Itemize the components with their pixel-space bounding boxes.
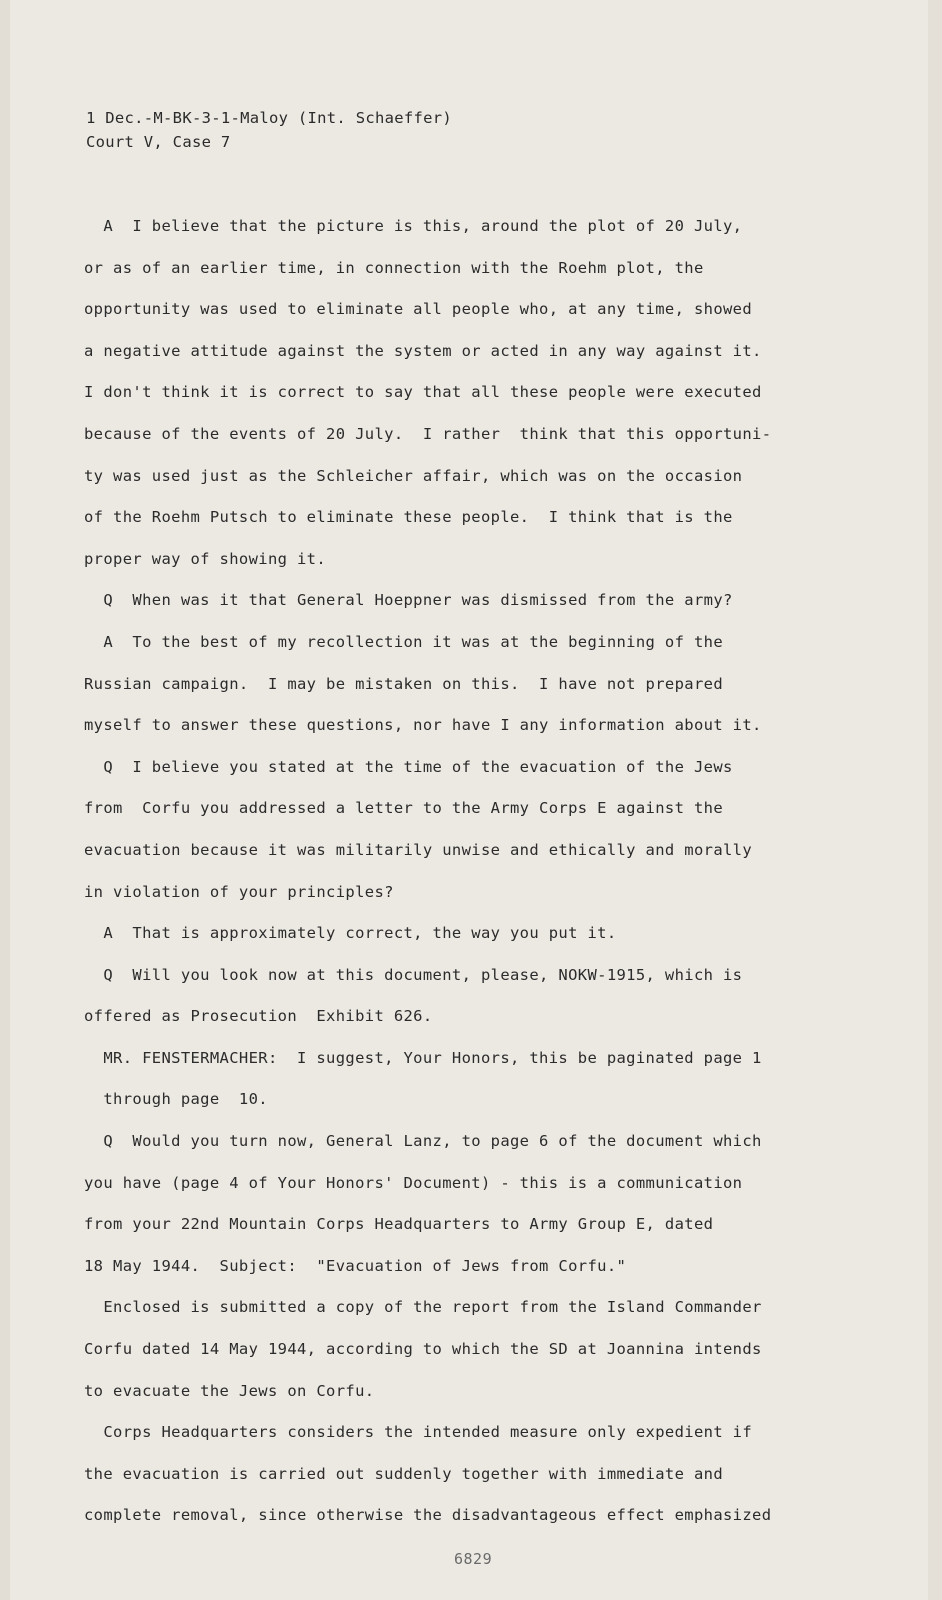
transcript-line: because of the events of 20 July. I rather think that this opportuni- bbox=[84, 424, 772, 443]
transcript-line: myself to answer these questions, nor have I any information about it. bbox=[84, 716, 762, 735]
transcript-body bbox=[84, 206, 844, 1537]
transcript-line: Corfu dated 14 May 1944, according to which the SD at Joannina intends bbox=[84, 1340, 762, 1359]
transcript-line: 18 May 1944. Subject: "Evacuation of Jews from Corfu." bbox=[84, 1256, 627, 1275]
header-line-1: 1 Dec.-M-BK-3-1-Maloy (Int. Schaeffer) bbox=[86, 109, 453, 127]
transcript-line: to evacuate the Jews on Corfu. bbox=[84, 1381, 375, 1400]
transcript-line: Russian campaign. I may be mistaken on this. I have not prepared bbox=[84, 674, 723, 693]
transcript-line: in violation of your principles? bbox=[84, 882, 394, 901]
transcript-line: A That is approximately correct, the way you put it. bbox=[84, 924, 617, 943]
transcript-line: offered as Prosecution Exhibit 626. bbox=[84, 1007, 433, 1026]
transcript-line: or as of an earlier time, in connection with the Roehm plot, the bbox=[84, 258, 704, 277]
transcript-line: of the Roehm Putsch to eliminate these people. I think that is the bbox=[84, 508, 733, 527]
transcript-line: proper way of showing it. bbox=[84, 549, 327, 568]
transcript-line: Q Will you look now at this document, please, NOKW-1915, which is bbox=[84, 965, 743, 984]
transcript-line: Q Would you turn now, General Lanz, to page 6 of the document which bbox=[84, 1132, 762, 1151]
transcript-line: Corps Headquarters considers the intended measure only expedient if bbox=[84, 1423, 753, 1442]
page-edge-left bbox=[0, 0, 10, 1600]
transcript-line: Q I believe you stated at the time of the evacuation of the Jews bbox=[84, 757, 733, 776]
transcript-line: from Corfu you addressed a letter to the Army Corps E against the bbox=[84, 799, 723, 818]
document-header bbox=[86, 106, 452, 154]
transcript-line: ty was used just as the Schleicher affair, which was on the occasion bbox=[84, 466, 743, 485]
transcript-line: through page 10. bbox=[84, 1090, 268, 1109]
transcript-line: a negative attitude against the system or acted in any way against it. bbox=[84, 341, 762, 360]
transcript-line: I don't think it is correct to say that all these people were executed bbox=[84, 383, 762, 402]
transcript-line: the evacuation is carried out suddenly together with immediate and bbox=[84, 1464, 723, 1483]
transcript-line: Q When was it that General Hoeppner was dismissed from the army? bbox=[84, 591, 733, 610]
page-edge-right bbox=[928, 0, 942, 1600]
header-line-2: Court V, Case 7 bbox=[86, 133, 231, 151]
transcript-line: Enclosed is submitted a copy of the report from the Island Commander bbox=[84, 1298, 762, 1317]
transcript-line: A I believe that the picture is this, around the plot of 20 July, bbox=[84, 217, 743, 235]
transcript-line: from your 22nd Mountain Corps Headquarters to Army Group E, dated bbox=[84, 1215, 714, 1234]
transcript-line: MR. FENSTERMACHER: I suggest, Your Honors, this be paginated page 1 bbox=[84, 1048, 762, 1067]
transcript-line: complete removal, since otherwise the disadvantageous effect emphasized bbox=[84, 1506, 772, 1525]
transcript-line: evacuation because it was militarily unwise and ethically and morally bbox=[84, 840, 753, 859]
transcript-line: you have (page 4 of Your Honors' Document) - this is a communication bbox=[84, 1173, 743, 1192]
page-number: 6829 bbox=[454, 1550, 493, 1568]
transcript-line: opportunity was used to eliminate all people who, at any time, showed bbox=[84, 300, 753, 319]
transcript-line: A To the best of my recollection it was at the beginning of the bbox=[84, 632, 723, 651]
